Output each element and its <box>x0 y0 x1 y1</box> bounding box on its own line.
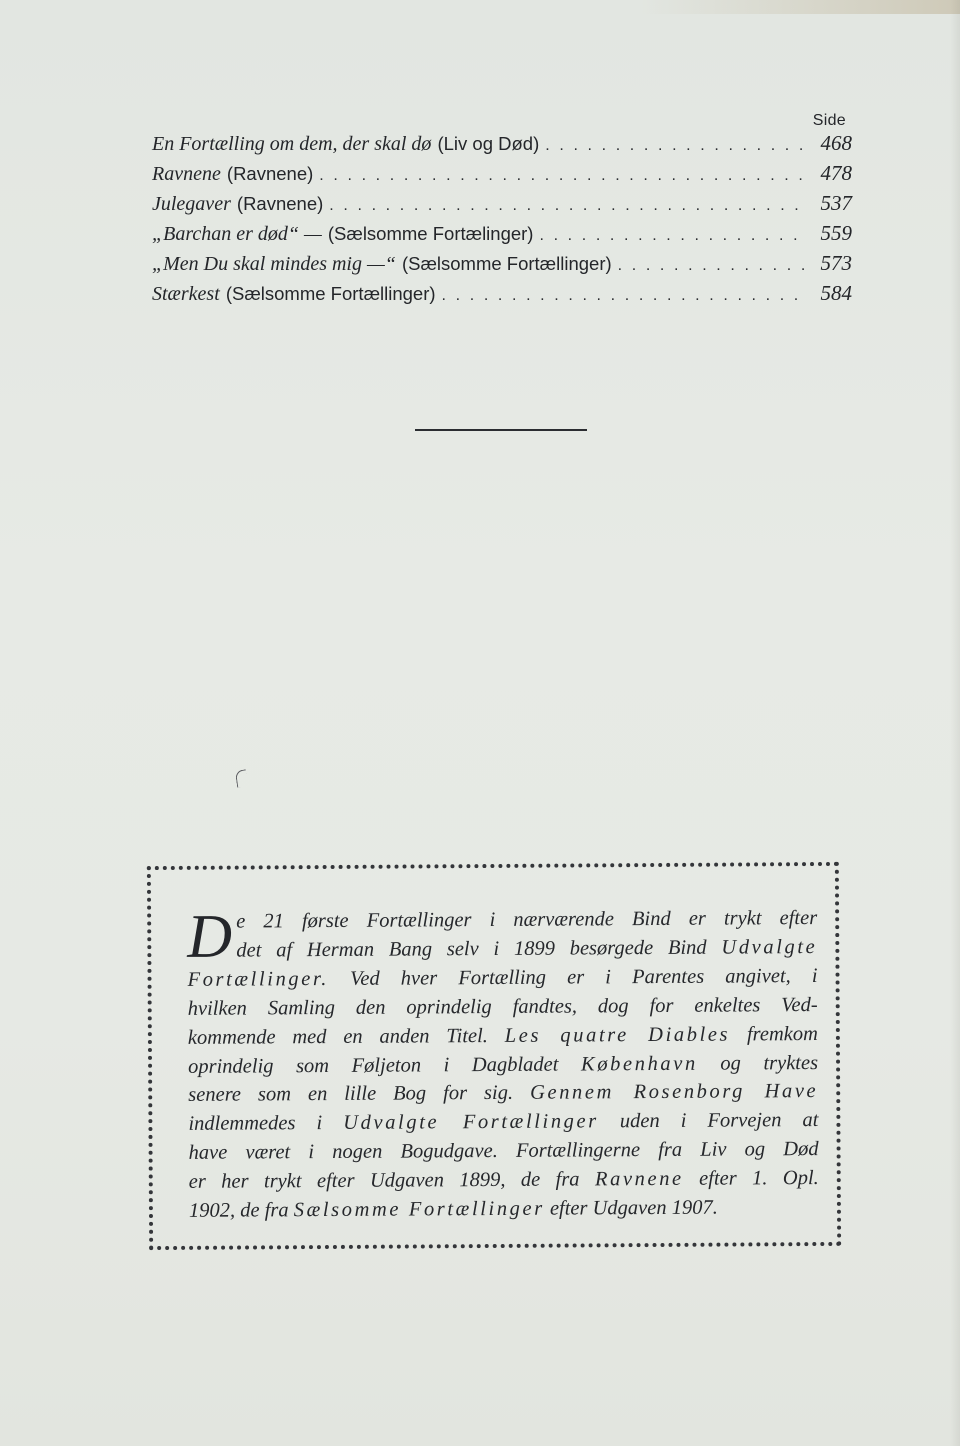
editorial-note-text <box>187 904 819 1226</box>
page-edge-right <box>950 0 960 1446</box>
drop-cap-letter: D <box>187 902 233 971</box>
toc-entry-title: Julegaver <box>152 193 231 215</box>
toc-entry-page: 537 <box>820 191 852 215</box>
note-line: indlemmedes i Udvalgte Fortællinger uden i Forvejen at <box>188 1109 819 1136</box>
toc-entry-page: 559 <box>820 221 852 245</box>
note-line: det af Herman Bang selv i 1899 besørgede Bind Udvalgte <box>236 935 818 962</box>
section-divider-rule <box>415 429 587 431</box>
toc-entry-page: 584 <box>820 281 852 305</box>
note-line: Fortællinger. Ved hver Fortælling er i Parentes angivet, i <box>187 964 818 991</box>
toc-leader-dots <box>319 167 806 185</box>
toc-entry <box>152 191 852 221</box>
toc-page-header: Side <box>812 112 846 129</box>
toc-entry <box>152 221 852 251</box>
note-line: hvilken Samling den oprindelig fandtes, dog for enkeltes Ved- <box>187 993 818 1020</box>
toc-entry-source: (Ravnene) <box>226 163 314 184</box>
note-line: 1902, de fra Sælsomme Fortællinger efter Udgaven 1907. <box>188 1196 718 1222</box>
toc-entry-source: (Ravnene) <box>236 193 324 214</box>
note-line: kommende med en anden Titel. Les quatre Diables fremkom <box>187 1022 818 1049</box>
note-line: oprindelig som Føljeton i Dagbladet København og tryktes <box>187 1051 819 1078</box>
toc-entry-title: „Barchan er død“ — <box>152 223 322 245</box>
toc-leader-dots <box>539 227 806 245</box>
toc-entry <box>152 131 852 161</box>
editorial-note-box <box>147 862 841 1250</box>
toc-entry <box>152 281 852 311</box>
toc-entry-source: (Sælsomme Fortællinger) <box>225 283 436 304</box>
toc-entry-page: 478 <box>820 161 852 185</box>
note-line: have været i nogen Bogudgave. Fortællingerne fra Liv og Død <box>188 1138 819 1165</box>
toc-entry-title: En Fortælling om dem, der skal dø <box>152 133 432 155</box>
toc-leader-dots <box>442 287 806 305</box>
toc-entry-title: „Men Du skal mindes mig —“ <box>152 253 396 275</box>
toc-entry-page: 573 <box>820 251 852 275</box>
pencil-mark <box>235 769 248 787</box>
toc-entry-source: (Liv og Død) <box>437 133 540 154</box>
toc-entry-title: Ravnene <box>152 163 221 185</box>
toc-entry-page: 468 <box>820 131 852 155</box>
toc-entry-source: (Sælsomme Fortællinger) <box>401 253 612 274</box>
page-edge-shadow <box>640 0 960 14</box>
note-line: senere som en lille Bog for sig. Gennem Rosenborg Have <box>188 1080 819 1107</box>
table-of-contents <box>152 112 852 311</box>
toc-entry-source: (Sælsomme Fortælinger) <box>327 223 534 244</box>
toc-leader-dots <box>329 197 806 215</box>
toc-entry <box>152 251 852 281</box>
note-line: e 21 første Fortællinger i nærværende Bind er trykt efter <box>236 907 818 933</box>
toc-leader-dots <box>618 257 806 275</box>
toc-leader-dots <box>545 137 806 155</box>
note-line: er her trykt efter Udgaven 1899, de fra Ravnene efter 1. Opl. <box>188 1167 819 1194</box>
toc-entry <box>152 161 852 191</box>
toc-entry-title: Stærkest <box>152 283 220 305</box>
